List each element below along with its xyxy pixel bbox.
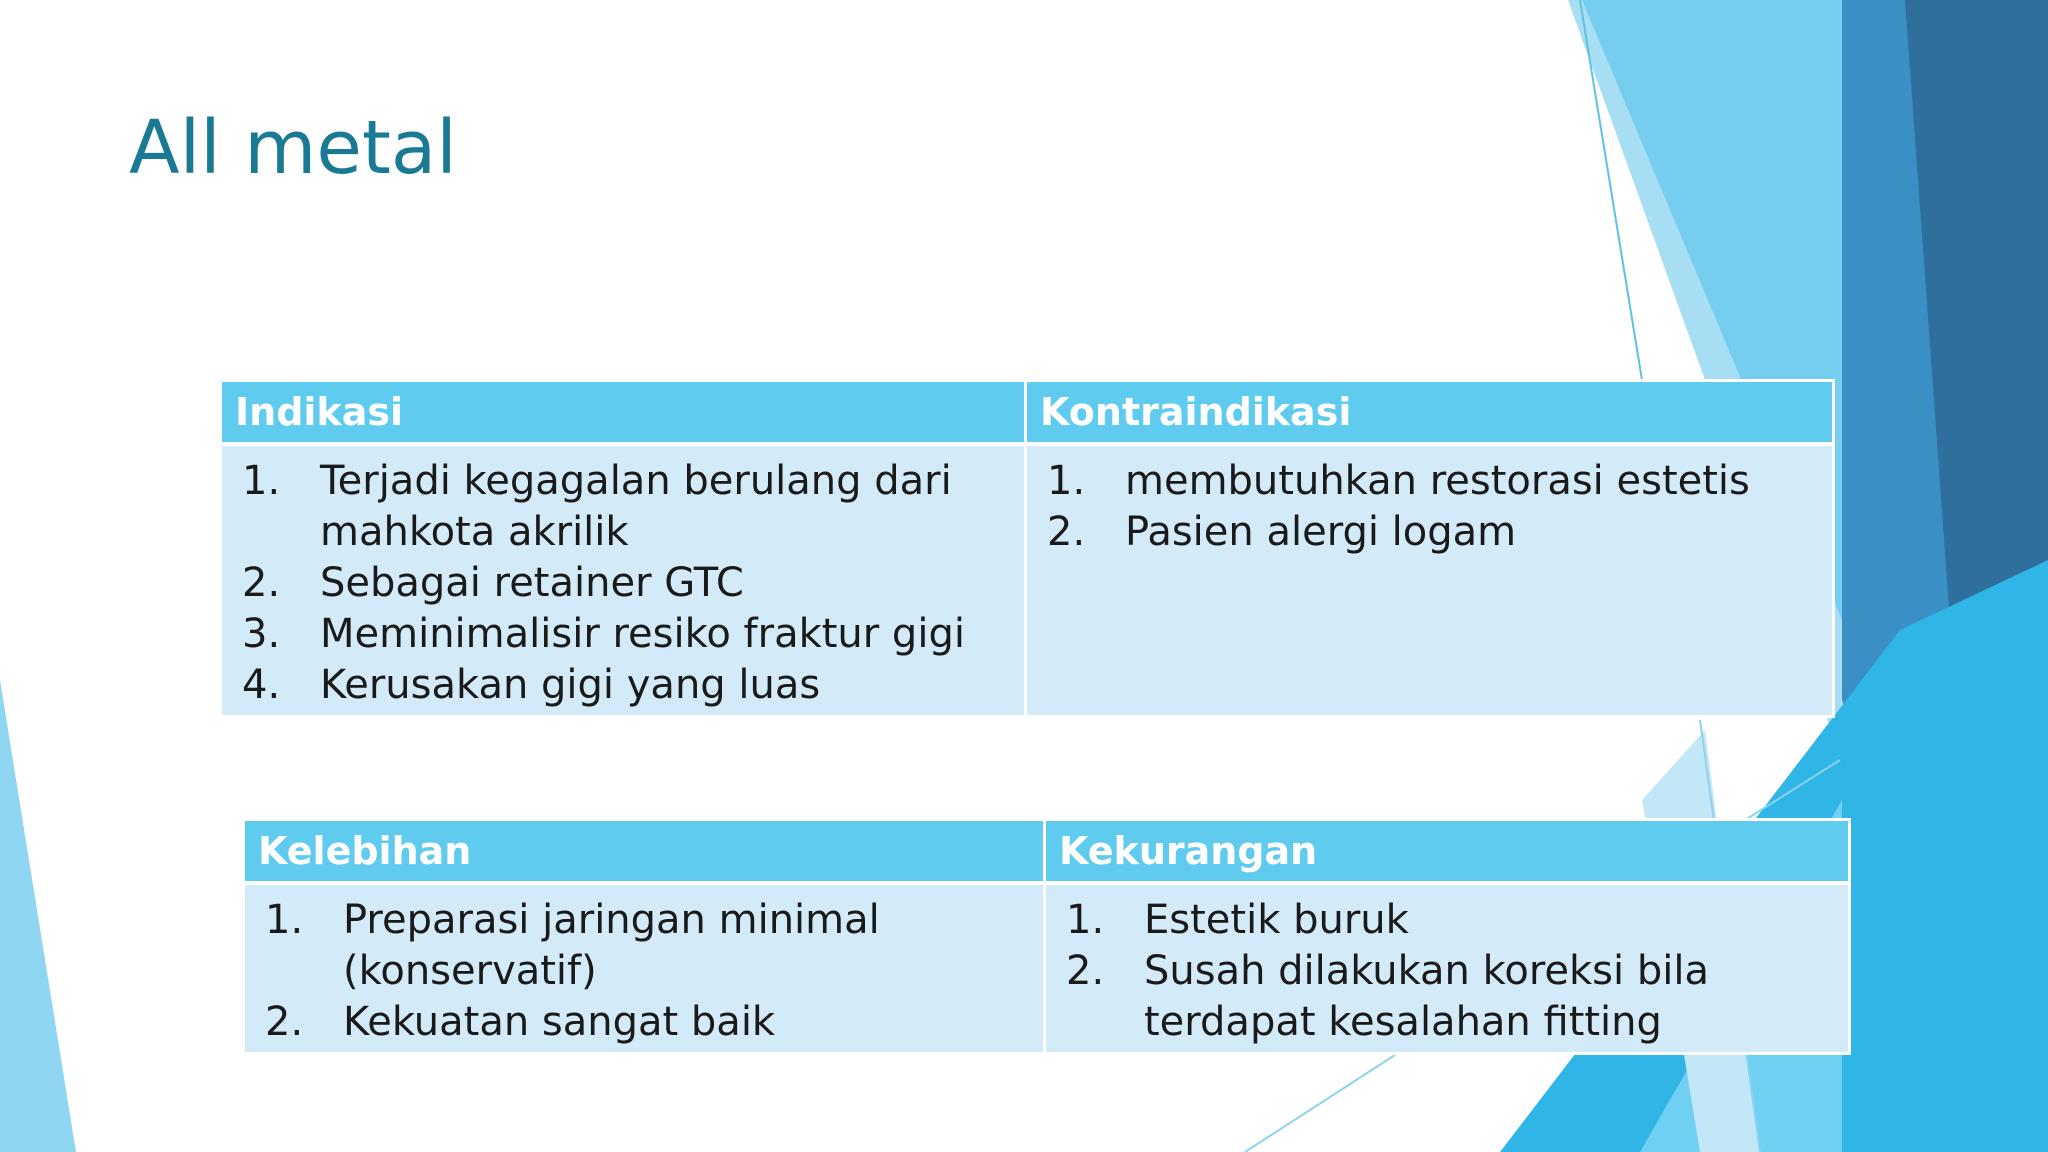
- list-text: membutuhkan restorasi estetis: [1125, 458, 1750, 504]
- advantages-table: [242, 818, 1851, 1055]
- list-number: 1.: [242, 458, 281, 504]
- list-number: 4.: [242, 662, 281, 708]
- list-item: [242, 558, 1012, 609]
- header-kontraindikasi: Kontraindikasi: [1026, 381, 1834, 445]
- kekurangan-cell: [1045, 883, 1850, 1054]
- list-item: [242, 609, 1012, 660]
- list-item: [265, 895, 1031, 997]
- header-indikasi: Indikasi: [221, 381, 1026, 445]
- header-kelebihan: Kelebihan: [244, 820, 1045, 884]
- kontraindikasi-list: [1047, 456, 1820, 558]
- list-item: [242, 660, 1012, 711]
- list-number: 2.: [1066, 948, 1105, 994]
- list-text: Meminimalisir resiko fraktur gigi: [320, 611, 965, 657]
- list-text: Sebagai retainer GTC: [320, 560, 744, 606]
- list-text: Kerusakan gigi yang luas: [320, 662, 821, 708]
- list-number: 1.: [1066, 897, 1105, 943]
- list-text: Pasien alergi logam: [1125, 509, 1517, 555]
- list-number: 1.: [265, 897, 304, 943]
- table-row: [221, 444, 1834, 717]
- indikasi-list: [242, 456, 1012, 711]
- header-kekurangan: Kekurangan: [1045, 820, 1850, 884]
- list-item: [1047, 507, 1820, 558]
- kelebihan-list: [265, 895, 1031, 1048]
- list-number: 1.: [1047, 458, 1086, 504]
- kekurangan-list: [1066, 895, 1836, 1048]
- list-number: 3.: [242, 611, 281, 657]
- list-number: 2.: [242, 560, 281, 606]
- list-text: Kekuatan sangat baik: [343, 999, 776, 1045]
- list-number: 2.: [265, 999, 304, 1045]
- list-item: [1066, 895, 1836, 946]
- list-item: [265, 997, 1031, 1048]
- list-text: Preparasi jaringan minimal (konservatif): [343, 897, 880, 994]
- table-header-row: [221, 381, 1834, 445]
- kelebihan-cell: [244, 883, 1045, 1054]
- list-text: Estetik buruk: [1144, 897, 1409, 943]
- slide-title: All metal: [129, 105, 457, 191]
- list-item: [1047, 456, 1820, 507]
- indikasi-cell: [221, 444, 1026, 717]
- list-text: Terjadi kegagalan berulang dari mahkota akrilik: [320, 458, 952, 555]
- decor-line-3: [1245, 1055, 1395, 1152]
- table-header-row: [244, 820, 1850, 884]
- list-item: [242, 456, 1012, 558]
- indications-table: [219, 379, 1835, 718]
- decor-left-sliver: [0, 680, 76, 1152]
- list-text: Susah dilakukan koreksi bila terdapat kesalahan fitting: [1144, 948, 1709, 1045]
- list-number: 2.: [1047, 509, 1086, 555]
- table-row: [244, 883, 1850, 1054]
- kontraindikasi-cell: [1026, 444, 1834, 717]
- list-item: [1066, 946, 1836, 1048]
